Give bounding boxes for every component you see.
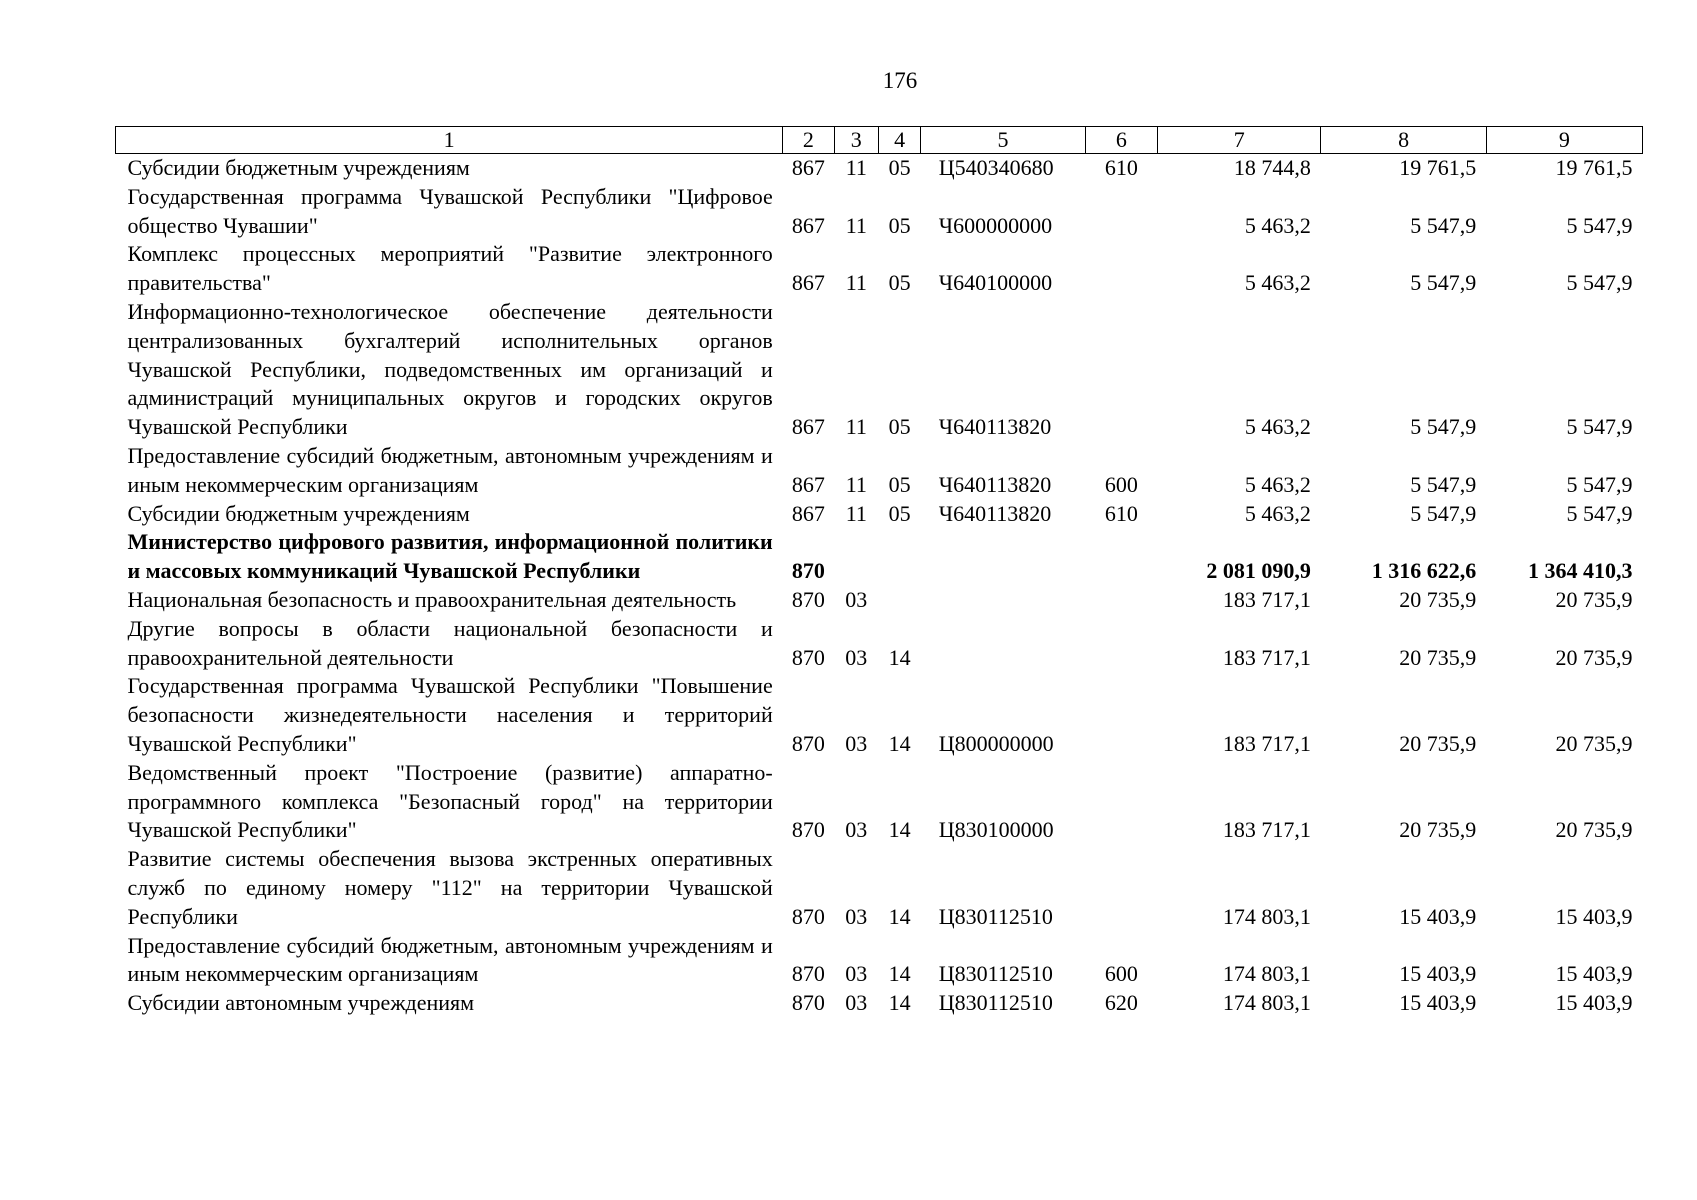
row-amount-col8: 20 735,9: [1399, 586, 1477, 612]
row-chapter: 867: [791, 155, 825, 180]
header-col-7: 7: [1158, 127, 1321, 154]
row-expense-type: [1085, 672, 1158, 758]
row-amount-col8: 5 547,9: [1410, 500, 1477, 526]
row-target-article: Ц830100000: [938, 817, 1054, 843]
table-row: [116, 500, 1643, 529]
row-section: 11: [845, 155, 867, 180]
header-col-3: 3: [834, 127, 878, 154]
row-subsection: [878, 586, 920, 615]
row-amount-col8: 20 735,9: [1399, 817, 1477, 843]
row-expense-type: [1085, 759, 1158, 845]
table-row: [116, 759, 1643, 845]
row-amount-col7: 5 463,2: [1244, 414, 1311, 440]
header-row: [116, 127, 1643, 154]
row-name: Предоставление субсидий бюджетным, автономным учреждениям и иным некоммерческим организациям: [127, 932, 773, 987]
row-name: Министерство цифрового развития, информационной политики и массовых коммуникаций Чувашской Республики: [127, 529, 773, 584]
row-amount-col7: 5 463,2: [1244, 500, 1311, 526]
row-amount-col9: 5 547,9: [1566, 270, 1633, 296]
row-amount-col7: 183 717,1: [1222, 644, 1311, 670]
row-section: 11: [845, 500, 867, 526]
row-amount-col9: 5 547,9: [1566, 471, 1633, 497]
row-target-article: Ч600000000: [938, 212, 1053, 238]
row-amount-col7: 5 463,2: [1244, 471, 1311, 497]
table-row: [116, 989, 1643, 1018]
row-amount-col9: 19 761,5: [1555, 155, 1633, 180]
row-amount-col7: 5 463,2: [1244, 270, 1311, 296]
budget-table: [115, 126, 1643, 1018]
row-name: Субсидии бюджетным учреждениям: [127, 500, 470, 526]
row-expense-type: 610: [1104, 500, 1138, 526]
row-name: Другие вопросы в области национальной безопасности и правоохранительной деятельности: [127, 615, 773, 670]
table-row: [116, 442, 1643, 500]
table-row: [116, 615, 1643, 673]
row-target-article: [921, 528, 1085, 586]
row-amount-col7: 2 081 090,9: [1206, 558, 1311, 584]
row-name: Комплекс процессных мероприятий "Развитие электронного правительства": [127, 241, 773, 296]
row-chapter: 870: [791, 730, 825, 756]
row-section: 11: [845, 471, 867, 497]
row-subsection: 05: [888, 270, 911, 296]
row-amount-col8: 5 547,9: [1410, 270, 1477, 296]
row-subsection: 14: [888, 644, 911, 670]
table-row: [116, 672, 1643, 758]
row-chapter: 870: [791, 961, 825, 987]
row-name: Ведомственный проект "Построение (развитие) аппаратно-программного комплекса "Безопасный город" на территории Чувашской Республики": [127, 759, 773, 843]
row-amount-col9: 20 735,9: [1555, 817, 1633, 843]
row-name: Государственная программа Чувашской Республики "Повышение безопасности жизнедеятельности населения и территорий Чувашской Республики": [127, 673, 773, 756]
row-amount-col9: 5 547,9: [1566, 500, 1633, 526]
row-amount-col8: 15 403,9: [1399, 961, 1477, 987]
row-section: 03: [845, 817, 868, 843]
row-target-article: Ч640100000: [938, 270, 1053, 296]
row-subsection: 05: [888, 212, 911, 238]
row-section: [834, 528, 878, 586]
row-amount-col7: 5 463,2: [1244, 212, 1311, 238]
row-amount-col9: 15 403,9: [1555, 903, 1633, 929]
table-row: [116, 240, 1643, 298]
table-body: [116, 154, 1643, 1018]
header-col-2: 2: [783, 127, 834, 154]
row-amount-col7: 174 803,1: [1222, 961, 1311, 987]
header-col-4: 4: [878, 127, 920, 154]
row-section: 03: [845, 644, 868, 670]
row-amount-col7: 183 717,1: [1222, 730, 1311, 756]
row-chapter: 867: [791, 212, 825, 238]
row-chapter: 867: [791, 471, 825, 497]
row-amount-col9: 5 547,9: [1566, 212, 1633, 238]
row-amount-col9: 1 364 410,3: [1528, 558, 1633, 584]
row-target-article: Ц800000000: [938, 730, 1054, 756]
row-subsection: 05: [888, 500, 911, 526]
row-target-article: [921, 586, 1085, 615]
header-col-6: 6: [1085, 127, 1158, 154]
row-amount-col7: 174 803,1: [1222, 903, 1311, 929]
row-amount-col8: 20 735,9: [1399, 730, 1477, 756]
row-name: Развитие системы обеспечения вызова экстренных оперативных служб по единому номеру "112" на территории Чувашской Республики: [127, 846, 773, 929]
row-amount-col8: 19 761,5: [1399, 155, 1477, 180]
row-subsection: 14: [888, 730, 911, 756]
row-expense-type: [1085, 528, 1158, 586]
row-amount-col9: 20 735,9: [1555, 586, 1633, 612]
table-row: [116, 154, 1643, 183]
row-subsection: [878, 528, 920, 586]
row-section: 03: [845, 990, 868, 1016]
row-expense-type: [1085, 845, 1158, 931]
row-chapter: 867: [791, 414, 825, 440]
row-subsection: 05: [888, 155, 911, 180]
row-chapter: 870: [791, 586, 825, 612]
row-expense-type: 600: [1104, 961, 1138, 987]
row-expense-type: 600: [1104, 471, 1138, 497]
row-chapter: 870: [791, 817, 825, 843]
row-subsection: 14: [888, 961, 911, 987]
row-subsection: 14: [888, 903, 911, 929]
row-amount-col9: 15 403,9: [1555, 961, 1633, 987]
table-row: [116, 845, 1643, 931]
row-amount-col7: 18 744,8: [1233, 155, 1311, 180]
row-section: 03: [845, 961, 868, 987]
row-amount-col8: 5 547,9: [1410, 471, 1477, 497]
header-col-8: 8: [1321, 127, 1486, 154]
row-amount-col8: 15 403,9: [1399, 990, 1477, 1016]
page-number: 176: [882, 68, 918, 93]
row-amount-col9: 20 735,9: [1555, 644, 1633, 670]
row-chapter: 867: [791, 500, 825, 526]
row-chapter: 867: [791, 270, 825, 296]
row-target-article: Ч640113820: [938, 471, 1052, 497]
row-target-article: Ц830112510: [938, 903, 1053, 929]
row-amount-col7: 183 717,1: [1222, 586, 1311, 612]
row-section: 03: [845, 730, 868, 756]
row-target-article: Ц540340680: [938, 155, 1054, 180]
row-subsection: 14: [888, 817, 911, 843]
row-amount-col9: 20 735,9: [1555, 730, 1633, 756]
row-expense-type: [1085, 183, 1158, 241]
table-row: [116, 528, 1643, 586]
row-amount-col9: 15 403,9: [1555, 990, 1633, 1016]
row-target-article: Ч640113820: [938, 500, 1052, 526]
row-name: Государственная программа Чувашской Республики "Цифровое общество Чувашии": [127, 183, 773, 238]
header-col-1: 1: [116, 127, 783, 154]
header-col-5: 5: [921, 127, 1085, 154]
row-subsection: 05: [888, 471, 911, 497]
row-section: 11: [845, 212, 867, 238]
row-target-article: Ч640113820: [938, 414, 1052, 440]
row-expense-type: 610: [1104, 155, 1138, 180]
row-section: 03: [845, 903, 868, 929]
row-name: Субсидии бюджетным учреждениям: [127, 155, 470, 180]
row-amount-col8: 20 735,9: [1399, 644, 1477, 670]
row-target-article: [921, 615, 1085, 673]
row-name: Национальная безопасность и правоохранительная деятельность: [127, 586, 737, 612]
row-amount-col8: 5 547,9: [1410, 414, 1477, 440]
row-expense-type: [1085, 615, 1158, 673]
row-expense-type: [1085, 240, 1158, 298]
row-chapter: 870: [791, 990, 825, 1016]
row-chapter: 870: [791, 558, 825, 584]
table-row: [116, 298, 1643, 442]
header-col-9: 9: [1486, 127, 1642, 154]
row-expense-type: 620: [1104, 990, 1138, 1016]
row-name: Предоставление субсидий бюджетным, автономным учреждениям и иным некоммерческим организациям: [127, 442, 773, 497]
row-amount-col8: 15 403,9: [1399, 903, 1477, 929]
row-section: 11: [845, 270, 867, 296]
table-header: [116, 127, 1643, 154]
row-chapter: 870: [791, 903, 825, 929]
row-target-article: Ц830112510: [938, 961, 1053, 987]
row-name: Информационно-технологическое обеспечение деятельности централизованных бухгалтерий исполнительных органов Чувашской Республики, подведомственных им организаций и администраций муниципальных округов и городских округов Чувашской Республики: [127, 298, 773, 440]
row-expense-type: [1085, 586, 1158, 615]
row-subsection: 14: [888, 990, 911, 1016]
row-amount-col7: 183 717,1: [1222, 817, 1311, 843]
budget-table-container: [115, 126, 1643, 1018]
row-section: 11: [845, 414, 867, 440]
row-subsection: 05: [888, 414, 911, 440]
table-row: [116, 586, 1643, 615]
row-chapter: 870: [791, 644, 825, 670]
row-target-article: Ц830112510: [938, 990, 1053, 1016]
row-amount-col8: 1 316 622,6: [1371, 558, 1477, 584]
row-name: Субсидии автономным учреждениям: [127, 990, 475, 1016]
row-amount-col7: 174 803,1: [1222, 990, 1311, 1016]
row-amount-col9: 5 547,9: [1566, 414, 1633, 440]
table-row: [116, 183, 1643, 241]
table-row: [116, 932, 1643, 990]
row-amount-col8: 5 547,9: [1410, 212, 1477, 238]
row-expense-type: [1085, 298, 1158, 442]
row-section: 03: [845, 586, 868, 612]
